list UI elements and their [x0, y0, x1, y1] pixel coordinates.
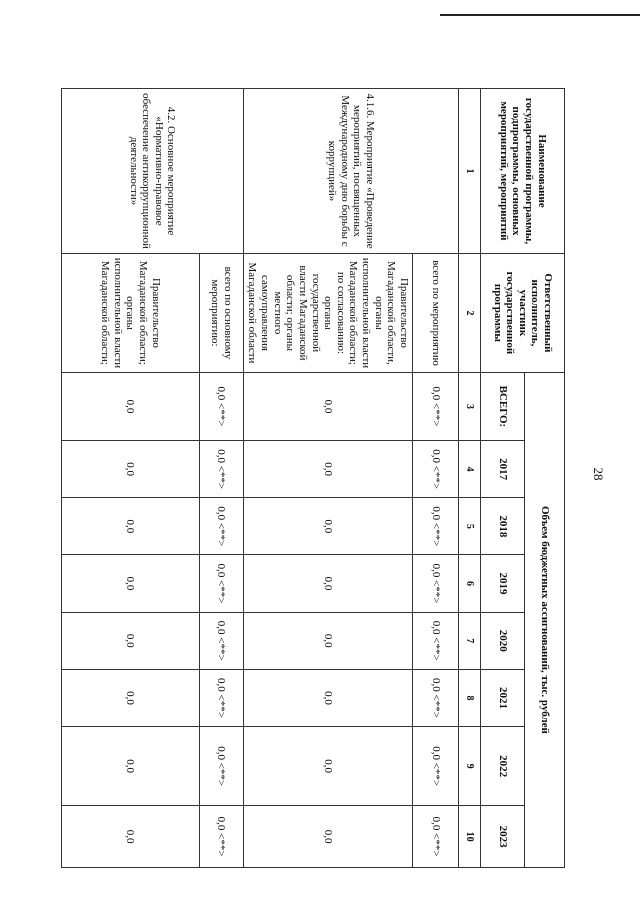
- value-cell: 0,0: [61, 372, 199, 440]
- header-year: 2021: [481, 669, 525, 726]
- responsible-cell: всего по мероприятию: [413, 254, 459, 373]
- column-number: 8: [459, 669, 481, 726]
- header-year: 2023: [481, 806, 525, 868]
- value-cell: 0,0: [243, 806, 412, 868]
- budget-allocation-table: [61, 88, 565, 868]
- value-cell: 0,0 <**>: [413, 498, 459, 555]
- value-cell: 0,0 <**>: [199, 669, 243, 726]
- value-cell: 0,0: [61, 727, 199, 806]
- value-cell: 0,0: [61, 555, 199, 612]
- value-cell: 0,0 <**>: [413, 372, 459, 440]
- value-cell: 0,0 <**>: [413, 555, 459, 612]
- responsible-cell: всего по основному мероприятию:: [199, 254, 243, 373]
- activity-name-cell: 4.1.6. Мероприятие «Проведение мероприятий, посвященных Международному дню борьбы с коррупцией»: [243, 89, 458, 254]
- column-number: 6: [459, 555, 481, 612]
- value-cell: 0,0: [243, 498, 412, 555]
- responsible-cell: Правительство Магаданской области; органы исполнительной власти Магаданской области;: [61, 254, 199, 373]
- column-number: 4: [459, 441, 481, 498]
- header-year: ВСЕГО:: [481, 372, 525, 440]
- value-cell: 0,0: [61, 806, 199, 868]
- value-cell: 0,0 <**>: [199, 372, 243, 440]
- responsible-cell: Правительство Магаданской области, органы исполнительной власти Магаданской области; по согласованию: органы государственной власти Магаданской области; органы местного самоуправления Магаданской области: [243, 254, 412, 373]
- value-cell: 0,0 <**>: [199, 612, 243, 669]
- value-cell: 0,0 <**>: [199, 555, 243, 612]
- value-cell: 0,0: [243, 441, 412, 498]
- column-number: 9: [459, 727, 481, 806]
- value-cell: 0,0 <**>: [199, 498, 243, 555]
- header-budget-group: Объем бюджетных ассигнований, тыс. рублей: [525, 372, 565, 867]
- activity-name-cell: 4.2. Основное мероприятие «Нормативно-правовое обеспечение антикоррупционной деятельности»: [61, 89, 243, 254]
- value-cell: 0,0: [243, 555, 412, 612]
- header-year: 2022: [481, 727, 525, 806]
- header-year: 2018: [481, 498, 525, 555]
- value-cell: 0,0: [243, 669, 412, 726]
- value-cell: 0,0: [61, 612, 199, 669]
- value-cell: 0,0: [243, 727, 412, 806]
- value-cell: 0,0 <**>: [413, 612, 459, 669]
- column-number: 2: [459, 254, 481, 373]
- scan-edge-line: [440, 14, 640, 16]
- header-responsible-cell: Ответственный исполнитель, участник государственной программы: [481, 254, 565, 373]
- value-cell: 0,0 <**>: [199, 806, 243, 868]
- budget-table-rotated: [91, 88, 565, 868]
- header-year: 2017: [481, 441, 525, 498]
- column-number: 5: [459, 498, 481, 555]
- value-cell: 0,0 <**>: [199, 727, 243, 806]
- value-cell: 0,0: [243, 612, 412, 669]
- value-cell: 0,0 <**>: [413, 806, 459, 868]
- value-cell: 0,0: [243, 372, 412, 440]
- header-year: 2019: [481, 555, 525, 612]
- value-cell: 0,0: [61, 498, 199, 555]
- column-number: 1: [459, 89, 481, 254]
- page-number: 28: [591, 467, 606, 481]
- column-number: 3: [459, 372, 481, 440]
- column-number: 10: [459, 806, 481, 868]
- header-name-cell: Наименование государственной программы, подпрограммы, основных мероприятий, мероприятий: [481, 89, 565, 254]
- value-cell: 0,0 <**>: [199, 441, 243, 498]
- header-year: 2020: [481, 612, 525, 669]
- column-number: 7: [459, 612, 481, 669]
- value-cell: 0,0 <**>: [413, 727, 459, 806]
- value-cell: 0,0: [61, 441, 199, 498]
- value-cell: 0,0 <**>: [413, 441, 459, 498]
- value-cell: 0,0 <**>: [413, 669, 459, 726]
- value-cell: 0,0: [61, 669, 199, 726]
